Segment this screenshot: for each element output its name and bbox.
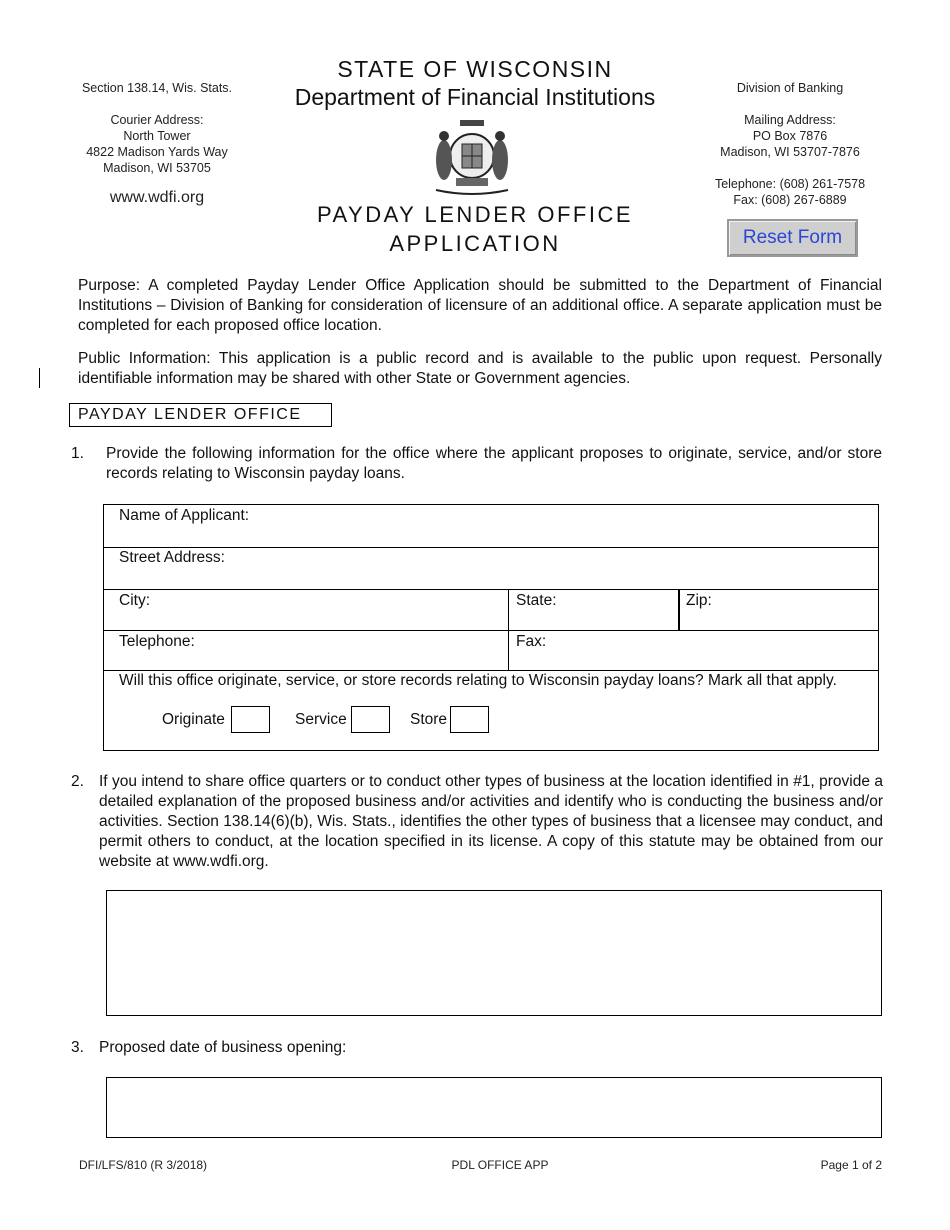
street-address-field[interactable]: [119, 547, 869, 590]
public-info-paragraph: Public Information: This application is a public record and is available to the public upon request. Personally identifiable information may be shared with other State or Government agencies.: [78, 350, 882, 387]
question-3-text: Proposed date of business opening:: [99, 1039, 347, 1056]
form-title: [260, 200, 690, 258]
service-checkbox[interactable]: [351, 706, 390, 733]
fax-label: Fax:: [516, 633, 547, 650]
store-checkbox[interactable]: [450, 706, 489, 733]
mailing-line: Madison, WI 53707-7876: [720, 145, 860, 159]
applicant-name-field[interactable]: [119, 505, 869, 548]
table-divider: [678, 589, 680, 630]
state-field[interactable]: [516, 590, 671, 631]
mailing-line: PO Box 7876: [752, 129, 828, 143]
question-2-number: 2.: [71, 773, 84, 790]
city-label: City:: [119, 592, 150, 609]
originate-label: Originate: [162, 711, 225, 728]
question-3-number: 3.: [71, 1039, 84, 1056]
question-2-text: If you intend to share office quarters or to conduct other types of business at the location identified in #1, provide a detailed explanation of the proposed business and/or activities and identify who is conducting the business and/or activities. Section 138.14(6)(b), Wis. Stats., identifies the other types of business that a licensee may conduct, and permit others to conduct, at the location specified in its license. A copy of this statute may be obtained from our website at www.wdfi.org.: [99, 773, 883, 870]
department-name: Department of Financial Institutions: [294, 84, 656, 110]
state-label: State:: [516, 592, 557, 609]
telephone-number: Telephone: (608) 261-7578: [714, 177, 866, 191]
courier-label: Courier Address:: [110, 113, 204, 127]
telephone-label: Telephone:: [119, 633, 195, 650]
street-address-label: Street Address:: [119, 549, 225, 566]
purpose-paragraph: Purpose: A completed Payday Lender Office Application should be submitted to the Department of Financial Institutions – Division of Banking for consideration of licensure of an additional office. A separate application must be completed for each proposed office location.: [78, 277, 882, 334]
courier-line: 4822 Madison Yards Way: [86, 145, 228, 159]
question-1-text: Provide the following information for the office where the applicant proposes to originate, service, and/or store records relating to Wisconsin payday loans.: [106, 445, 882, 482]
courier-line: Madison, WI 53705: [103, 161, 211, 175]
form-id: DFI/LFS/810 (R 3/2018): [79, 1158, 208, 1172]
division-name: Division of Banking: [736, 81, 844, 95]
title-line: PAYDAY LENDER OFFICE: [316, 202, 634, 227]
title-line: APPLICATION: [389, 231, 561, 256]
originate-checkbox[interactable]: [231, 706, 270, 733]
zip-field[interactable]: [686, 590, 871, 631]
header-left: [62, 80, 252, 206]
service-label: Service: [295, 711, 347, 728]
mailing-label: Mailing Address:: [744, 113, 836, 127]
reset-form-button[interactable]: Reset Form: [727, 219, 858, 257]
question-1-number: 1.: [71, 445, 84, 462]
fax-field[interactable]: [516, 631, 871, 670]
header-right: [700, 80, 880, 208]
store-label: Store: [410, 711, 448, 728]
telephone-field[interactable]: [119, 631, 499, 670]
business-explanation-textarea[interactable]: [106, 890, 882, 1016]
applicant-name-label: Name of Applicant:: [119, 507, 250, 524]
courier-line: North Tower: [123, 129, 191, 143]
text-cursor: [39, 368, 40, 388]
opening-date-input[interactable]: [106, 1077, 882, 1138]
section-heading: PAYDAY LENDER OFFICE: [69, 403, 332, 427]
website-link[interactable]: www.wdfi.org: [109, 189, 205, 206]
statute-reference: Section 138.14, Wis. Stats.: [81, 81, 233, 95]
state-seal: [430, 116, 514, 196]
city-field[interactable]: [119, 590, 499, 631]
fax-number: Fax: (608) 267-6889: [733, 193, 847, 207]
header-center: [260, 55, 690, 111]
zip-label: Zip:: [686, 592, 712, 609]
form-short-name: PDL OFFICE APP: [451, 1158, 549, 1172]
table-divider: [508, 589, 509, 670]
office-info-table: [103, 504, 879, 751]
page-number: Page 1 of 2: [820, 1158, 882, 1172]
activity-question: Will this office originate, service, or store records relating to Wisconsin payday loans? Mark all that apply.: [119, 672, 837, 689]
state-name: STATE OF WISCONSIN: [337, 56, 613, 82]
